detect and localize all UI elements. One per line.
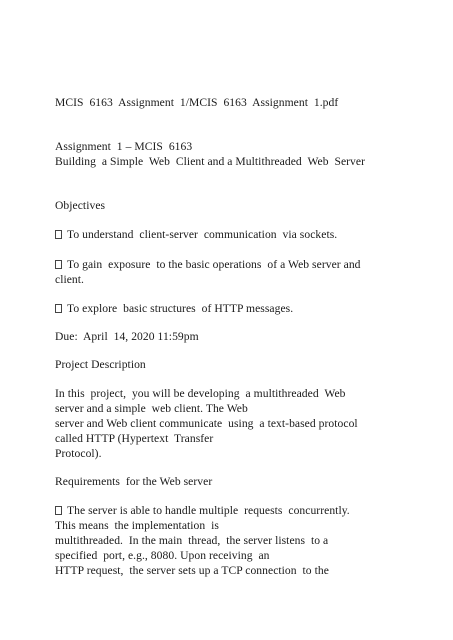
- assignment-title: Assignment 1 – MCIS 6163: [55, 140, 193, 153]
- objective-item-1: [55, 228, 337, 242]
- bullet-box-icon: [55, 230, 62, 239]
- requirement-line: This means the implementation is: [55, 519, 219, 532]
- objectives-heading: Objectives: [55, 199, 106, 212]
- description-line: server and Web client communicate using a text-based protocol: [55, 417, 358, 430]
- description-line: called HTTP (Hypertext Transfer: [55, 432, 214, 445]
- objective-item-2: [55, 258, 361, 272]
- bullet-box-icon: [55, 304, 62, 313]
- requirement-line: specified port, e.g., 8080. Upon receiving an: [55, 549, 270, 562]
- objective-text-3: To explore basic structures of HTTP messages.: [67, 302, 294, 315]
- assignment-subtitle: Building a Simple Web Client and a Multithreaded Web Server: [55, 155, 366, 168]
- requirement-line: multithreaded. In the main thread, the server listens to a: [55, 534, 329, 547]
- description-line: In this project, you will be developing a multithreaded Web: [55, 387, 346, 400]
- requirement-item-1: [55, 504, 350, 518]
- requirement-text: The server is able to handle multiple requests concurrently.: [67, 504, 350, 517]
- objective-text-1: To understand client-server communication via sockets.: [67, 228, 338, 241]
- project-description-heading: Project Description: [55, 358, 146, 371]
- bullet-box-icon: [55, 506, 62, 515]
- requirement-line: HTTP request, the server sets up a TCP connection to the: [55, 564, 329, 577]
- objective-item-2-continued: client.: [55, 273, 85, 286]
- objective-item-3: [55, 302, 293, 316]
- requirements-heading: Requirements for the Web server: [55, 475, 213, 488]
- document-header: MCIS 6163 Assignment 1/MCIS 6163 Assignment 1.pdf: [55, 96, 339, 109]
- description-line: Protocol).: [55, 447, 102, 460]
- bullet-box-icon: [55, 260, 62, 269]
- due-date: Due: April 14, 2020 11:59pm: [55, 330, 199, 343]
- description-line: server and a simple web client. The Web: [55, 402, 248, 415]
- objective-text-2: To gain exposure to the basic operations of a Web server and: [67, 258, 361, 271]
